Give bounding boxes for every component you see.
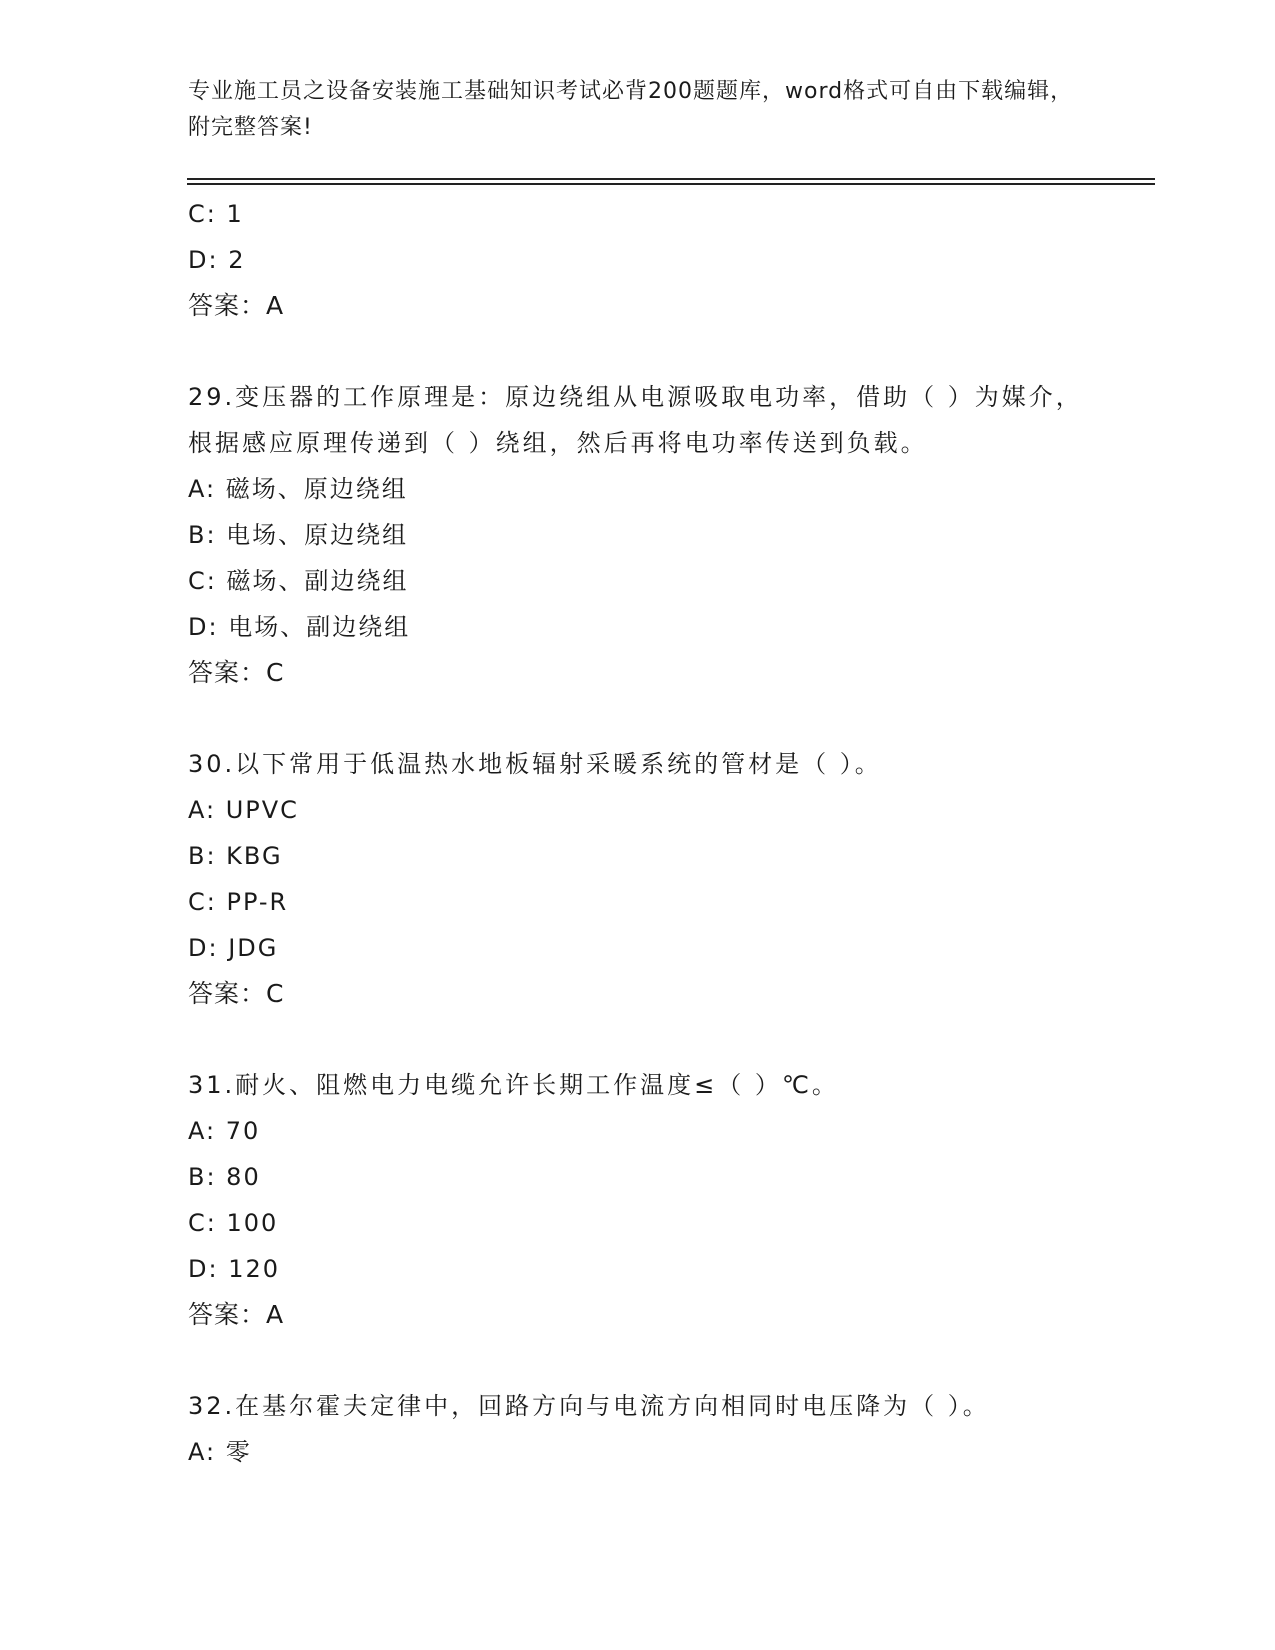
answer-text: 答案：A — [188, 1300, 285, 1329]
option-c: C: 100 — [188, 1209, 279, 1237]
option-d: D: 120 — [188, 1255, 281, 1283]
answer-text: 答案：A — [188, 291, 285, 320]
option-d: D: JDG — [188, 934, 279, 962]
question-block — [188, 1062, 1088, 1338]
option-c: C: 1 — [188, 200, 244, 228]
question-block — [188, 374, 1088, 696]
option-d: D: 电场、副边绕组 — [188, 613, 411, 641]
option-b: B: 80 — [188, 1163, 261, 1191]
question-list — [188, 191, 1088, 1475]
header-rule-top — [187, 178, 1155, 180]
question-stem: 30.以下常用于低温热水地板辐射采暖系统的管材是（ ）。 — [188, 750, 882, 778]
option-a: A: UPVC — [188, 796, 299, 824]
option-a: A: 零 — [188, 1438, 252, 1466]
option-b: B: KBG — [188, 842, 283, 870]
option-c: C: 磁场、副边绕组 — [188, 567, 409, 595]
question-stem: 29.变压器的工作原理是：原边绕组从电源吸取电功率，借助（ ）为媒介，根据感应原理传递到（ ）绕组，然后再将电功率传送到负载。 — [188, 383, 1083, 457]
option-d: D: 2 — [188, 246, 246, 274]
option-a: A: 70 — [188, 1117, 261, 1145]
question-stem: 31.耐火、阻燃电力电缆允许长期工作温度≤（ ）℃。 — [188, 1071, 839, 1099]
answer-text: 答案：C — [188, 658, 285, 687]
question-block — [188, 191, 1088, 329]
option-b: B: 电场、原边绕组 — [188, 521, 409, 549]
option-c: C: PP-R — [188, 888, 289, 916]
answer-text: 答案：C — [188, 979, 285, 1008]
header-rule-bottom — [187, 183, 1155, 185]
question-block — [188, 741, 1088, 1017]
question-block — [188, 1383, 1088, 1475]
option-a: A: 磁场、原边绕组 — [188, 475, 408, 503]
page-header: 专业施工员之设备安装施工基础知识考试必背200题题库，word格式可自由下载编辑，附完整答案! — [188, 79, 1074, 140]
question-stem: 32.在基尔霍夫定律中，回路方向与电流方向相同时电压降为（ ）。 — [188, 1392, 990, 1420]
